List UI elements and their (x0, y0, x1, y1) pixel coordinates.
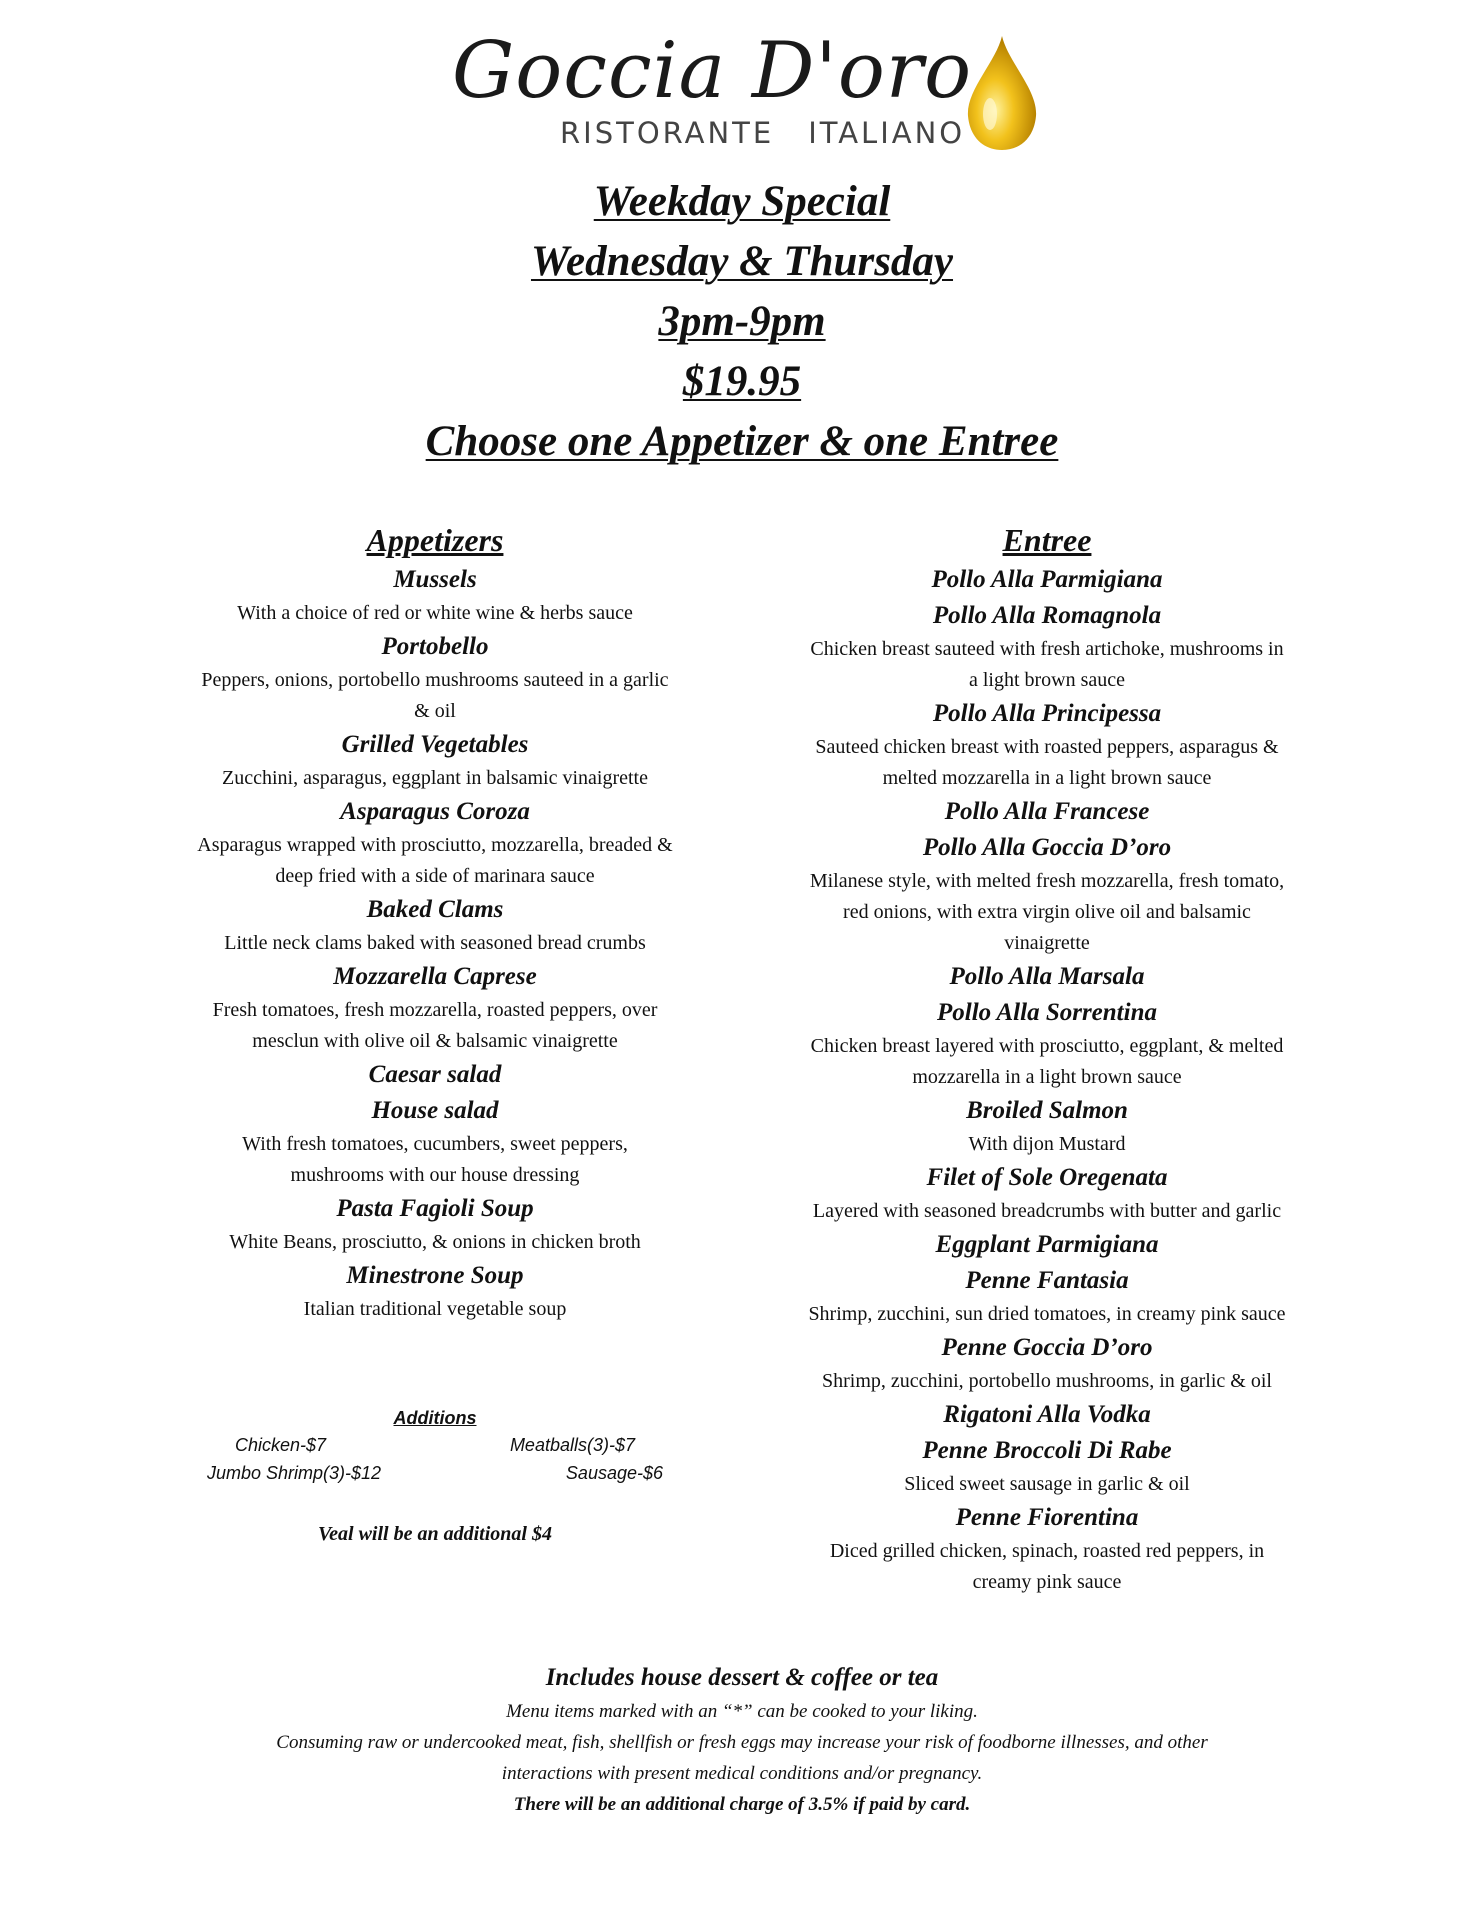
veal-note: Veal will be an additional $4 (318, 1523, 552, 1545)
restaurant-logo (440, 28, 1060, 158)
menu-item-name: Portobello (381, 633, 489, 660)
menu-item-description: Zucchini, asparagus, eggplant in balsamic vinaigrette (222, 767, 648, 789)
menu-item-name: House salad (371, 1097, 499, 1124)
menu-item-name: Eggplant Parmigiana (935, 1231, 1159, 1258)
entree-title: Entree (1002, 522, 1092, 558)
raw-food-warning-cont: interactions with present medical conditions and/or pregnancy. (501, 1763, 983, 1784)
menu-item-description: mushrooms with our house dressing (290, 1164, 580, 1186)
menu-item-description: Chicken breast sauteed with fresh artichoke, mushrooms in (810, 638, 1284, 660)
menu-item-name: Pollo Alla Principessa (932, 700, 1162, 727)
menu-item-name: Penne Broccoli Di Rabe (922, 1437, 1172, 1464)
additions-row (195, 1431, 675, 1459)
menu-item-description: Shrimp, zucchini, portobello mushrooms, in garlic & oil (822, 1370, 1272, 1392)
menu-item-description: Peppers, onions, portobello mushrooms sauteed in a garlic (201, 669, 669, 691)
oil-drop-icon (964, 34, 1040, 152)
logo-sub-right: ITALIANO (808, 116, 966, 150)
appetizers-title: Appetizers (366, 522, 504, 558)
entree-list (782, 562, 1312, 1598)
menu-item-description: Layered with seasoned breadcrumbs with butter and garlic (812, 1200, 1282, 1222)
menu-item-name: Pollo Alla Francese (944, 798, 1150, 825)
menu-item-description: melted mozzarella in a light brown sauce (882, 767, 1212, 789)
addition-meatballs: Meatballs(3)-$7 (509, 1435, 635, 1455)
menu-item-name: Mussels (393, 566, 477, 593)
menu-item-name: Pollo Alla Romagnola (932, 602, 1162, 629)
menu-item-name: Penne Goccia D’oro (941, 1334, 1153, 1361)
menu-item-description: vinaigrette (1004, 932, 1090, 954)
header-instructions: Choose one Appetizer & one Entree (425, 418, 1059, 465)
header-hours: 3pm-9pm (658, 298, 826, 345)
menu-item-description: Shrimp, zucchini, sun dried tomatoes, in creamy pink sauce (808, 1303, 1286, 1325)
menu-item-name: Minestrone Soup (346, 1262, 524, 1289)
menu-item-name: Pollo Alla Goccia D’oro (922, 834, 1172, 861)
menu-item-name: Pollo Alla Parmigiana (931, 566, 1163, 593)
menu-item-description: Sliced sweet sausage in garlic & oil (904, 1473, 1190, 1495)
raw-food-warning: Consuming raw or undercooked meat, fish, shellfish or fresh eggs may increase your risk of foodborne illnesses, and other (276, 1732, 1208, 1753)
header-price: $19.95 (682, 358, 802, 405)
menu-item-name: Penne Fiorentina (955, 1504, 1139, 1531)
additions-title: Additions (393, 1408, 477, 1428)
appetizers-column (170, 518, 700, 1325)
menu-item-name: Mozzarella Caprese (333, 963, 537, 990)
menu-item-description: Asparagus wrapped with prosciutto, mozzarella, breaded & (197, 834, 673, 856)
menu-item-name: Penne Fantasia (965, 1267, 1129, 1294)
special-header (0, 172, 1484, 472)
menu-item-description: With a choice of red or white wine & herbs sauce (237, 602, 633, 624)
additions-section (195, 1405, 675, 1487)
menu-item-name: Pasta Fagioli Soup (336, 1195, 534, 1222)
menu-item-name: Broiled Salmon (966, 1097, 1128, 1124)
menu-item-name: Caesar salad (368, 1061, 502, 1088)
addition-sausage: Sausage-$6 (565, 1463, 663, 1483)
entree-column (782, 518, 1312, 1598)
addition-shrimp: Jumbo Shrimp(3)-$12 (207, 1463, 382, 1483)
menu-item-description: Chicken breast layered with prosciutto, eggplant, & melted (810, 1035, 1284, 1057)
menu-item-description: red onions, with extra virgin olive oil and balsamic (843, 901, 1251, 923)
menu-item-description: Diced grilled chicken, spinach, roasted red peppers, in (829, 1540, 1265, 1562)
menu-item-name: Baked Clams (366, 896, 504, 923)
menu-item-description: mesclun with olive oil & balsamic vinaigrette (252, 1030, 618, 1052)
logo-script-text: Goccia D'oro (452, 26, 973, 116)
menu-item-description: Milanese style, with melted fresh mozzarella, fresh tomato, (809, 870, 1285, 892)
logo-subtitle (560, 116, 965, 150)
menu-item-description: Little neck clams baked with seasoned bread crumbs (224, 932, 646, 954)
menu-item-name: Filet of Sole Oregenata (926, 1164, 1168, 1191)
additions-row (195, 1459, 675, 1487)
menu-item-description: a light brown sauce (968, 669, 1126, 691)
menu-item-description: White Beans, prosciutto, & onions in chicken broth (229, 1231, 641, 1253)
menu-item-name: Pollo Alla Marsala (949, 963, 1145, 990)
menu-item-description: Sauteed chicken breast with roasted peppers, asparagus & (815, 736, 1279, 758)
cooked-to-liking-note: Menu items marked with an “*” can be cooked to your liking. (506, 1701, 978, 1722)
includes-note: Includes house dessert & coffee or tea (545, 1664, 939, 1691)
menu-item-description: deep fried with a side of marinara sauce (275, 865, 595, 887)
logo-sub-left: RISTORANTE (560, 116, 775, 150)
card-surcharge-note: There will be an additional charge of 3.5% if paid by card. (513, 1794, 971, 1815)
menu-item-description: Fresh tomatoes, fresh mozzarella, roasted peppers, over (212, 999, 658, 1021)
menu-item-description: & oil (414, 700, 456, 722)
menu-item-name: Grilled Vegetables (341, 731, 529, 758)
menu-item-name: Asparagus Coroza (340, 798, 530, 825)
header-title: Weekday Special (593, 178, 891, 225)
menu-item-name: Pollo Alla Sorrentina (937, 999, 1157, 1026)
menu-item-description: Italian traditional vegetable soup (303, 1298, 567, 1320)
header-days: Wednesday & Thursday (530, 238, 954, 285)
appetizers-list (170, 562, 700, 1325)
menu-item-name: Rigatoni Alla Vodka (943, 1401, 1151, 1428)
addition-chicken: Chicken-$7 (235, 1435, 327, 1455)
menu-item-description: mozzarella in a light brown sauce (912, 1066, 1182, 1088)
menu-item-description: With fresh tomatoes, cucumbers, sweet peppers, (242, 1133, 628, 1155)
menu-item-description: creamy pink sauce (972, 1571, 1122, 1593)
menu-item-description: With dijon Mustard (968, 1133, 1126, 1155)
menu-footer (0, 1660, 1484, 1820)
